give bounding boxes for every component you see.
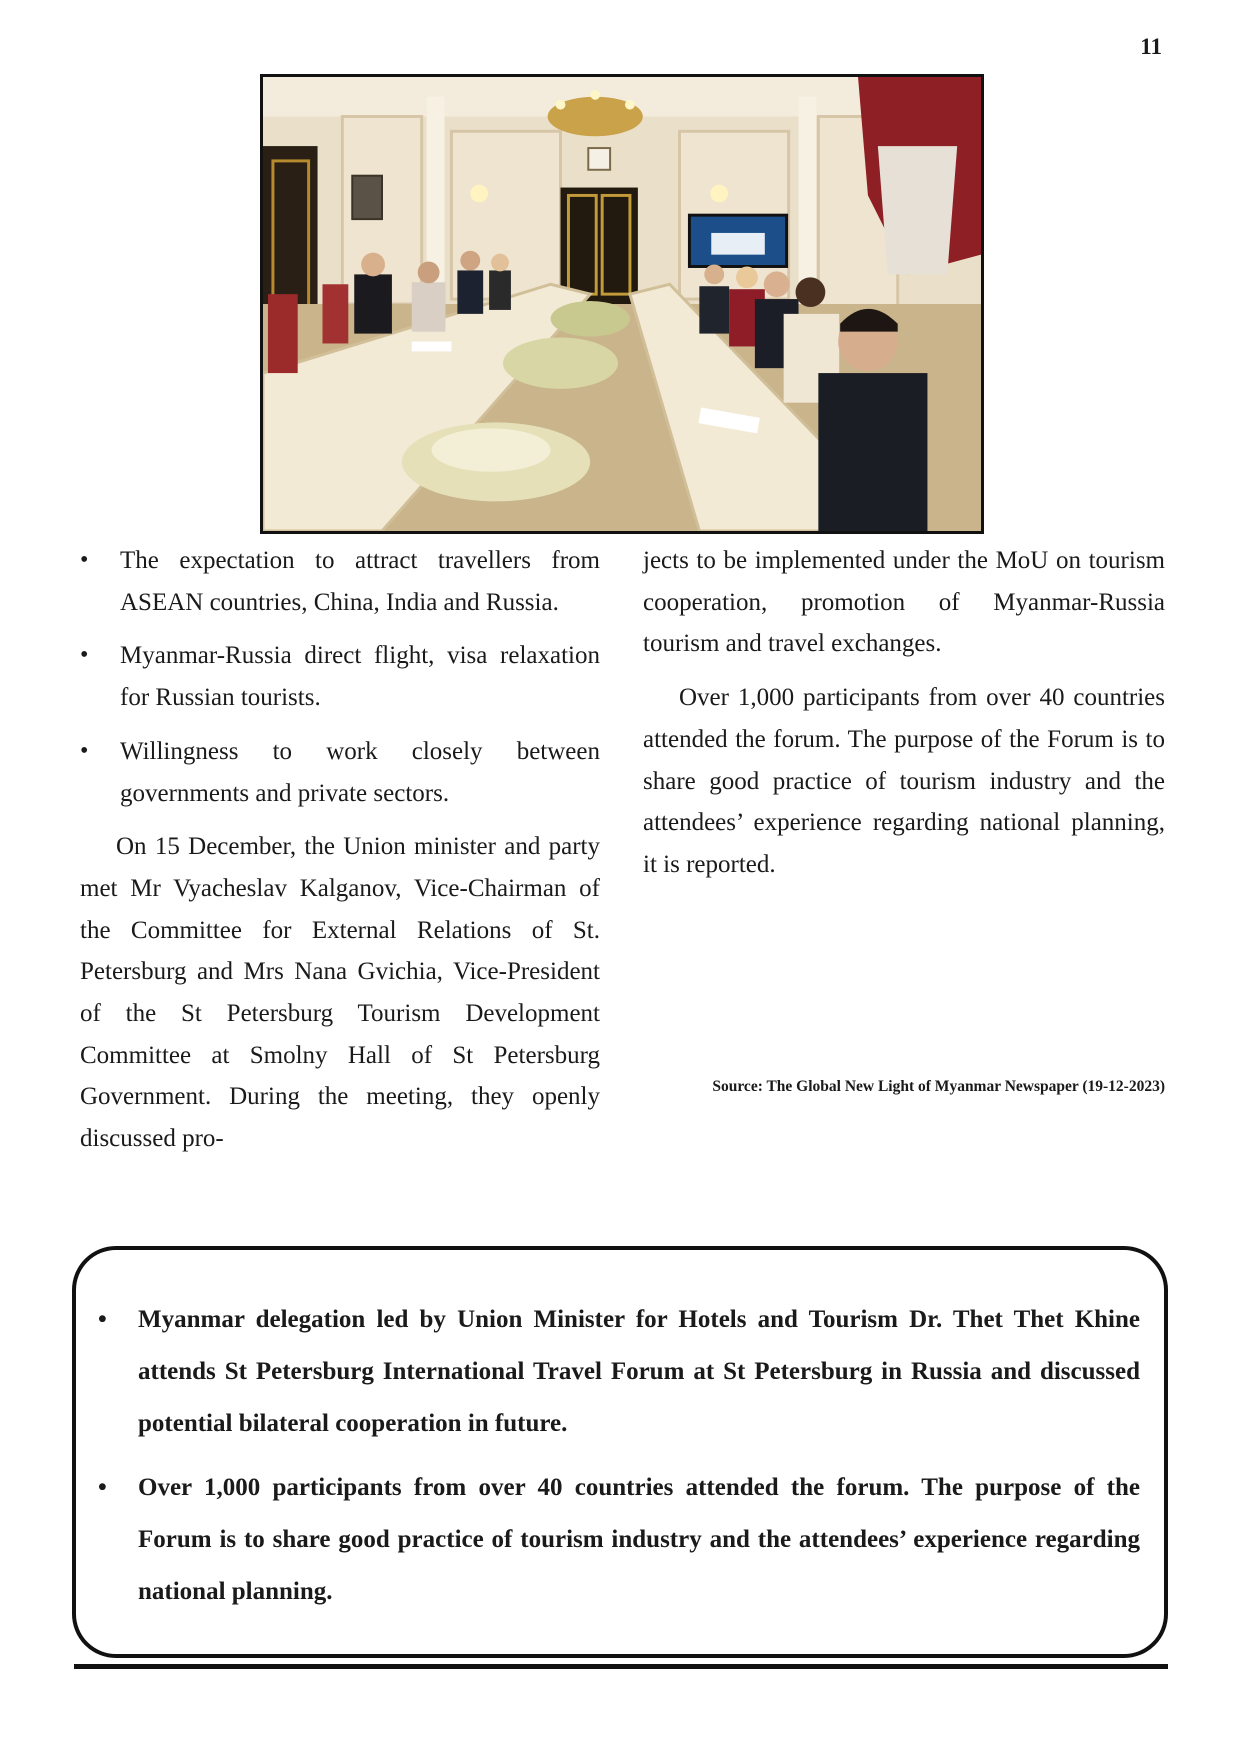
- meeting-paragraph: On 15 December, the Union minister and party met Mr Vyacheslav Kalganov, Vice-Chairman of the Committee for External Relations of St. Petersburg and Mrs Nana Gvichia, Vice-President of the St Petersburg Tourism Development Committee at Smolny Hall of St Petersburg Government. During the meeting, they openly discussed pro-: [80, 833, 600, 1153]
- summary-item: • Myanmar delegation led by Union Minister for Hotels and Tourism Dr. Thet Thet Khine attends St Petersburg International Travel Forum at St Petersburg in Russia and discussed potential bilateral cooperation in future.: [98, 1294, 1140, 1450]
- list-item: • The expectation to attract travellers from ASEAN countries, China, India and Russia.: [80, 540, 600, 623]
- forum-paragraph: Over 1,000 participants from over 40 countries attended the forum. The purpose of the Forum is to share good practice of tourism industry and the attendees’ experience regarding national planning, it is reported.: [643, 684, 1165, 878]
- meeting-room-photo: [260, 74, 984, 534]
- right-column: [643, 540, 1165, 898]
- left-column: [80, 540, 600, 1172]
- summary-box: [72, 1246, 1168, 1658]
- bottom-divider: [74, 1664, 1168, 1669]
- continued-paragraph: jects to be implemented under the MoU on tourism cooperation, promotion of Myanmar-Russia tourism and travel exchanges.: [643, 547, 1165, 658]
- list-item: • Willingness to work closely between governments and private sectors.: [80, 731, 600, 814]
- expectation-list: [80, 540, 600, 814]
- meeting-room-illustration: [263, 77, 981, 531]
- list-item: • Myanmar-Russia direct flight, visa relaxation for Russian tourists.: [80, 635, 600, 718]
- summary-item: • Over 1,000 participants from over 40 countries attended the forum. The purpose of the Forum is to share good practice of tourism industry and the attendees’ experience regarding national planning.: [98, 1462, 1140, 1618]
- source-citation: Source: The Global New Light of Myanmar Newspaper (19-12-2023): [712, 1078, 1165, 1095]
- page-number: 11: [1140, 34, 1162, 59]
- summary-list: [98, 1294, 1140, 1618]
